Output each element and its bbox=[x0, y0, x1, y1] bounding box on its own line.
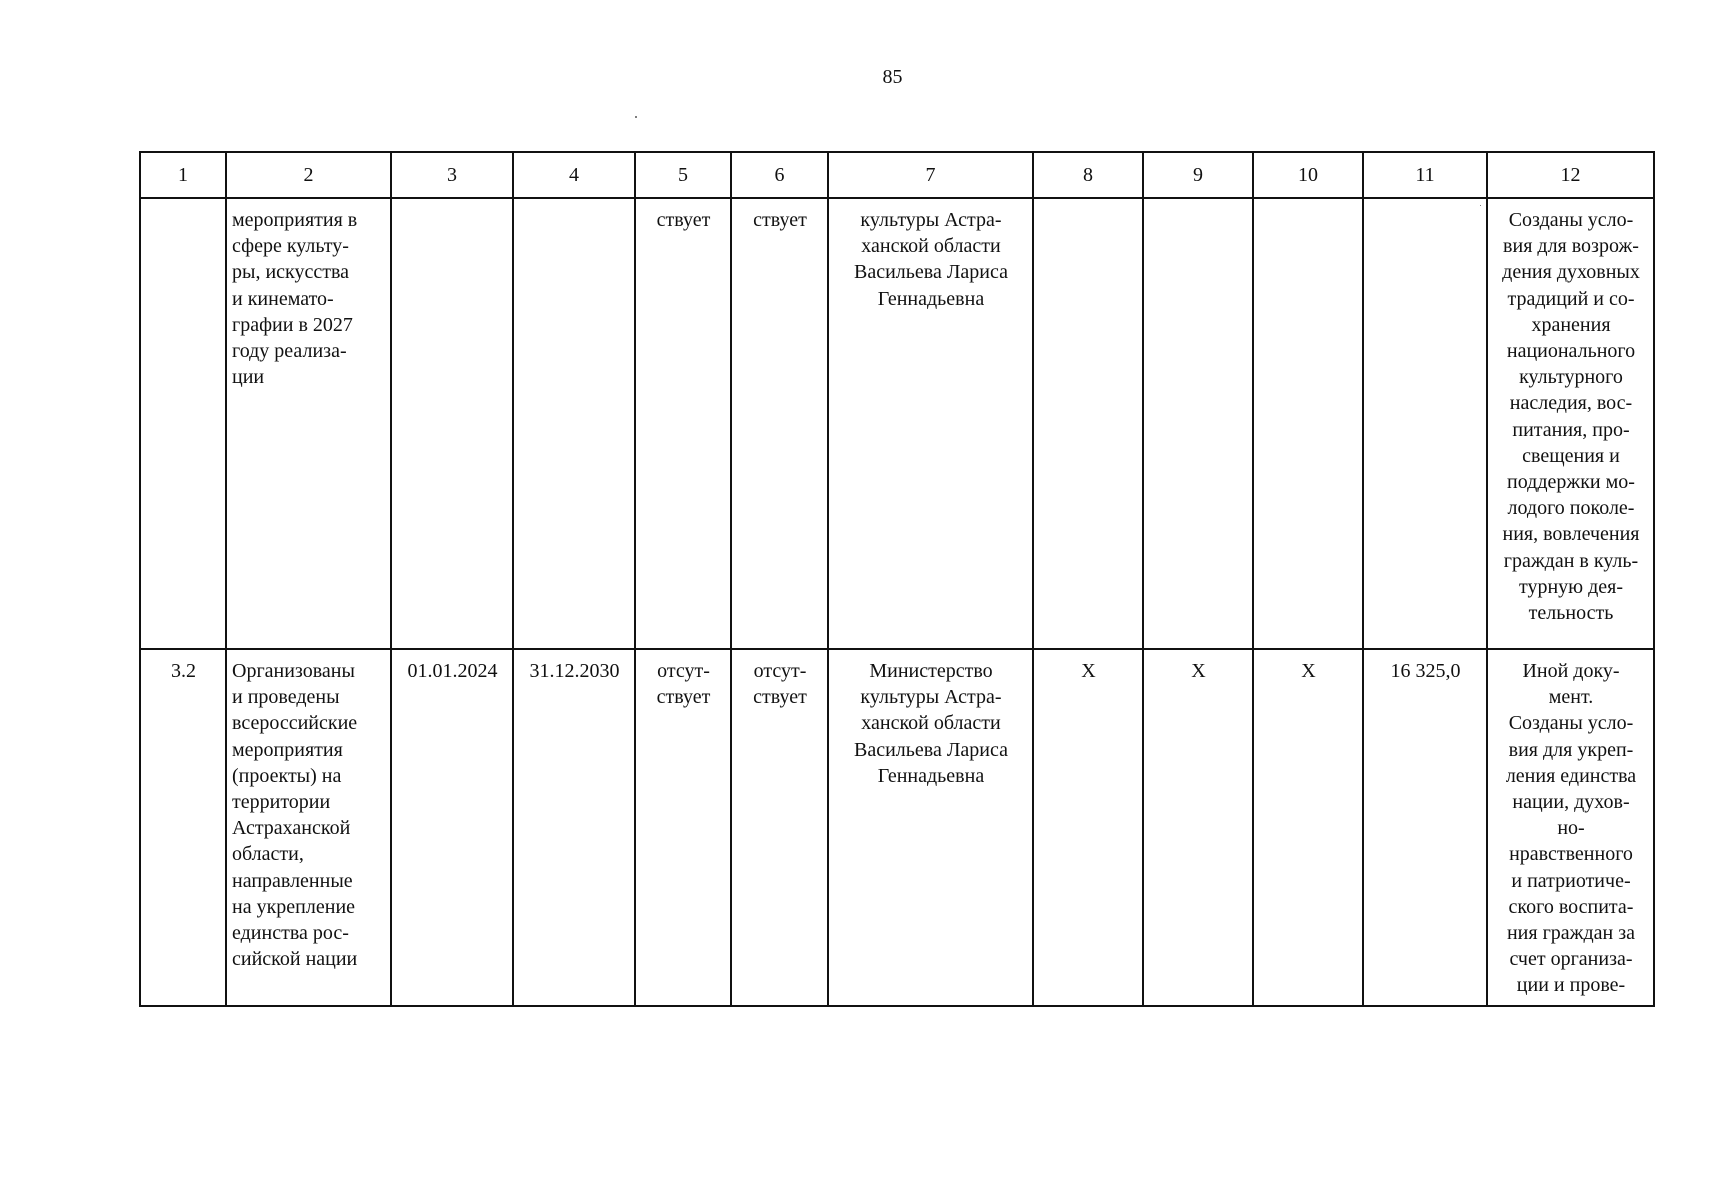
cell-col6: отсут- ствует bbox=[731, 649, 828, 1006]
event-name-cell: Организованы и проведены всероссийские мероприятия (проекты) на территории Астраханской области, направленные на укрепление единства рос- сийской нации bbox=[226, 649, 391, 1006]
scan-speck bbox=[635, 116, 637, 118]
end-date-cell bbox=[513, 198, 635, 649]
header-cell: 6 bbox=[731, 152, 828, 198]
result-cell: Созданы усло- вия для возрож- дения духовных традиций и со- хранения национального культурного наследия, вос- питания, про- свещения и поддержки мо- лодого поколе- ния, вовлечения граждан в куль- турную дея- тельность bbox=[1487, 198, 1654, 649]
amount-cell: 16 325,0 bbox=[1363, 649, 1487, 1006]
header-row bbox=[140, 152, 1654, 198]
header-cell: 12 bbox=[1487, 152, 1654, 198]
header-cell: 9 bbox=[1143, 152, 1253, 198]
start-date-cell: 01.01.2024 bbox=[391, 649, 513, 1006]
header-cell: 3 bbox=[391, 152, 513, 198]
header-cell: 8 bbox=[1033, 152, 1143, 198]
header-cell: 5 bbox=[635, 152, 731, 198]
cell-col9 bbox=[1143, 198, 1253, 649]
cell-col10: X bbox=[1253, 649, 1363, 1006]
event-name-cell: мероприятия в сфере культу- ры, искусства и кинемато- графии в 2027 году реализа- ции bbox=[226, 198, 391, 649]
cell-col9: X bbox=[1143, 649, 1253, 1006]
data-table bbox=[139, 151, 1655, 1007]
responsible-cell: культуры Астра- ханской области Васильева Лариса Геннадьевна bbox=[828, 198, 1033, 649]
result-cell: Иной доку- мент. Созданы усло- вия для укреп- ления единства нации, духов- но- нравственного и патриотиче- ского воспита- ния граждан за счет организа- ции и прове- bbox=[1487, 649, 1654, 1006]
header-cell: 10 bbox=[1253, 152, 1363, 198]
cell-col5: отсут- ствует bbox=[635, 649, 731, 1006]
table-row bbox=[140, 649, 1654, 1006]
cell-col8: X bbox=[1033, 649, 1143, 1006]
row-number-cell bbox=[140, 198, 226, 649]
end-date-cell: 31.12.2030 bbox=[513, 649, 635, 1006]
cell-col10 bbox=[1253, 198, 1363, 649]
row-number-cell: 3.2 bbox=[140, 649, 226, 1006]
page-number: 85 bbox=[882, 66, 903, 88]
header-cell: 7 bbox=[828, 152, 1033, 198]
start-date-cell bbox=[391, 198, 513, 649]
cell-col8 bbox=[1033, 198, 1143, 649]
header-cell: 1 bbox=[140, 152, 226, 198]
table-row bbox=[140, 198, 1654, 649]
header-cell: 4 bbox=[513, 152, 635, 198]
cell-col5: ствует bbox=[635, 198, 731, 649]
header-cell: 2 bbox=[226, 152, 391, 198]
header-cell: 11 bbox=[1363, 152, 1487, 198]
cell-col6: ствует bbox=[731, 198, 828, 649]
responsible-cell: Министерство культуры Астра- ханской области Васильева Лариса Геннадьевна bbox=[828, 649, 1033, 1006]
amount-cell bbox=[1363, 198, 1487, 649]
